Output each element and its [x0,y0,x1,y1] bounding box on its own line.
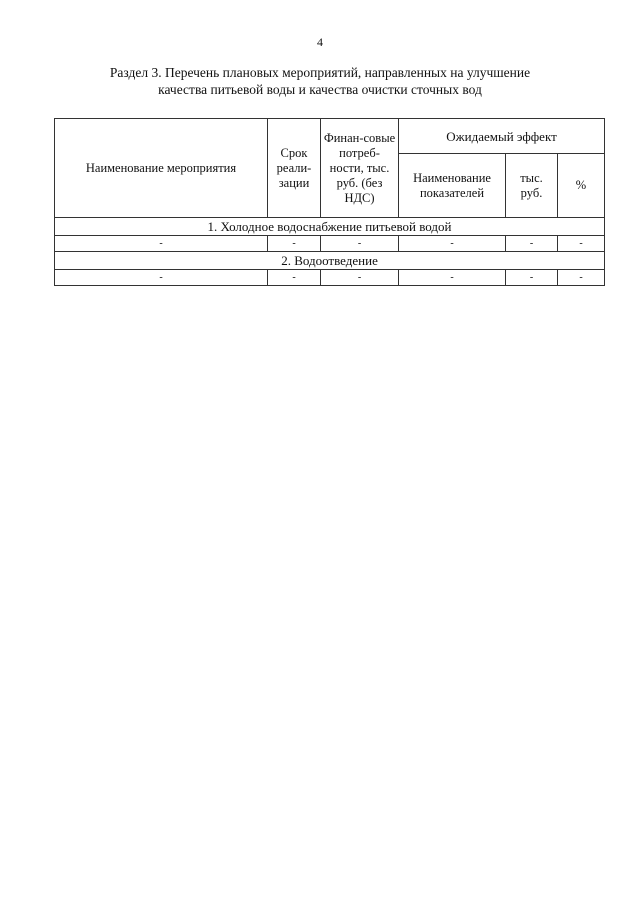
header-finance: Финан-совые потреб-ности, тыс. руб. (без НДС) [321,119,399,218]
header-measure-name: Наименование мероприятия [55,119,268,218]
table-cell: - [268,270,321,286]
table-cell: - [558,236,605,252]
section-label-wastewater: 2. Водоотведение [55,252,605,270]
table-cell: - [506,270,558,286]
header-percent: % [558,154,605,218]
table-cell: - [399,270,506,286]
table-row [55,270,605,286]
table-cell: - [268,236,321,252]
table-cell: - [55,270,268,286]
section-label-cold-water: 1. Холодное водоснабжение питьевой водой [55,218,605,236]
section-title-line-1: Раздел 3. Перечень плановых мероприятий, направленных на улучшение [109,65,531,80]
section-title-line-2: качества питьевой воды и качества очистки сточных вод [158,82,482,97]
table-cell: - [55,236,268,252]
header-indicator-name: Наименование показателей [399,154,506,218]
table-cell: - [558,270,605,286]
plan-table [54,118,605,286]
table-row [55,236,605,252]
header-thousand-rub: тыс. руб. [506,154,558,218]
table-cell: - [506,236,558,252]
table-cell: - [399,236,506,252]
section-title [60,64,580,98]
page-number: 4 [317,35,323,49]
table-cell: - [321,270,399,286]
header-term: Срок реали-зации [268,119,321,218]
header-expected-effect: Ожидаемый эффект [399,119,605,154]
table-cell: - [321,236,399,252]
